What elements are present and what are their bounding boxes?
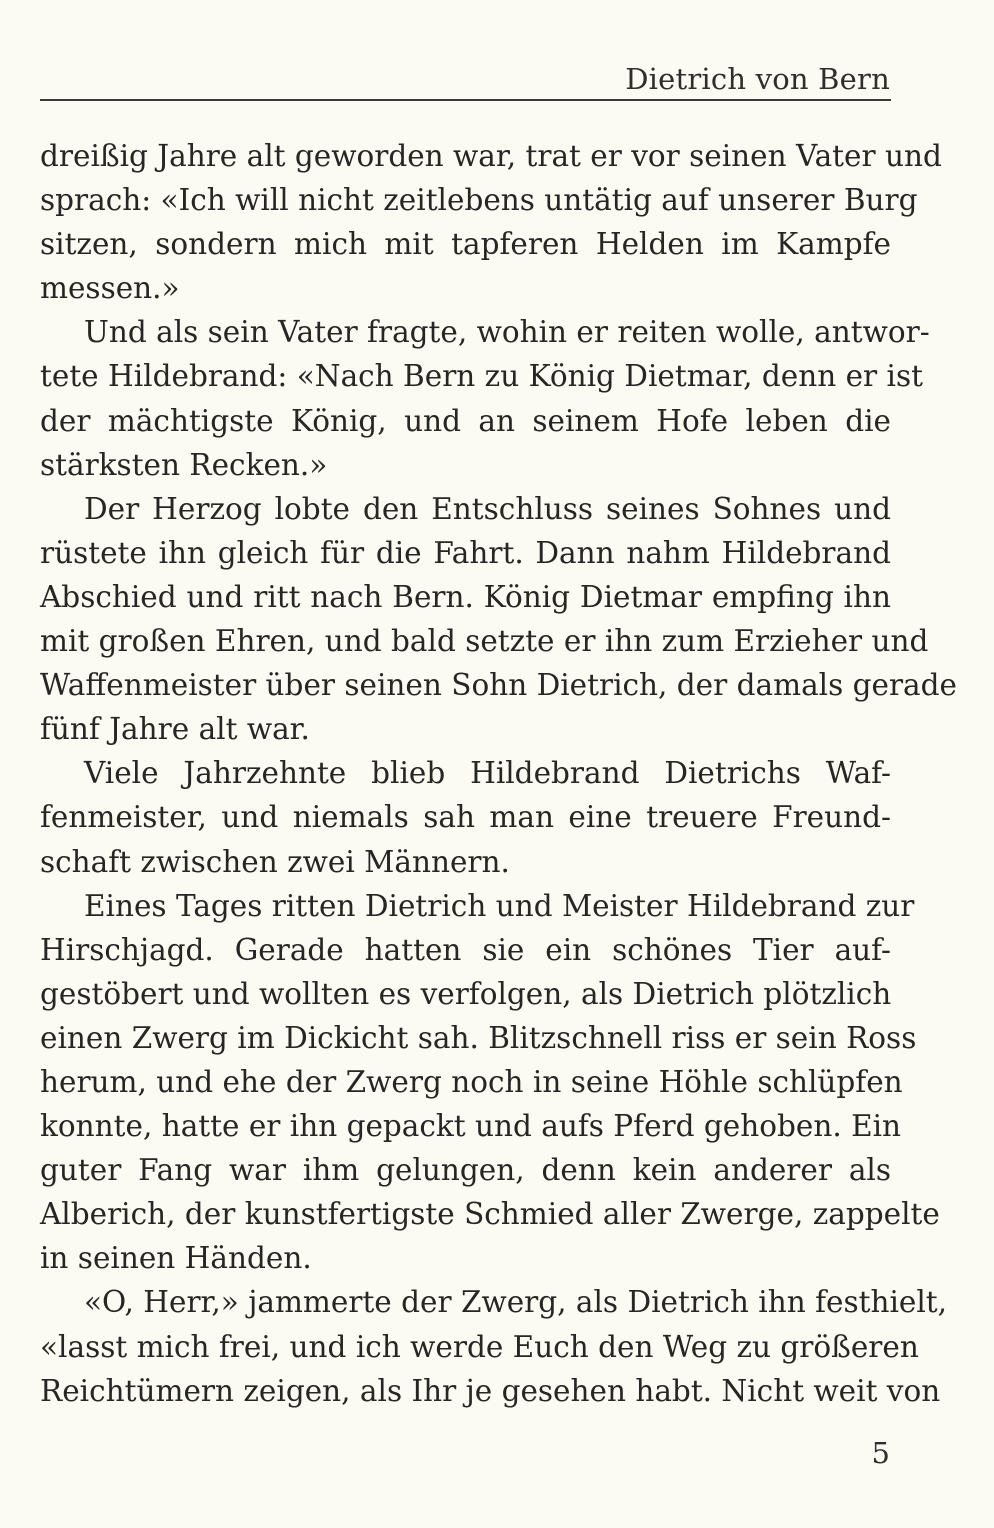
text-line: «O, Herr,» jammerte der Zwerg, als Dietrich ihn festhielt, [84, 1285, 948, 1320]
text-line: Waffenmeister über seinen Sohn Dietrich, der damals gerade [40, 668, 957, 703]
text-line: dreißig Jahre alt geworden war, trat er vor seinen Vater und [40, 139, 942, 173]
text-line: Alberich, der kunstfertigste Schmied aller Zwerge, zappelte [40, 1197, 940, 1232]
text-line: Reichtümern zeigen, als Ihr je gesehen habt. Nicht weit von [40, 1373, 941, 1408]
text-line: Viele Jahrzehnte blieb Hildebrand Dietrichs Waf- [84, 756, 891, 791]
paragraph [40, 751, 891, 883]
text-line: einen Zwerg im Dickicht sah. Blitzschnell riss er sein Ross [40, 1020, 917, 1055]
text-line: Eines Tages ritten Dietrich und Meister Hildebrand zur [84, 888, 915, 923]
running-header-title: Dietrich von Bern [625, 62, 890, 96]
paragraph [40, 134, 942, 310]
text-line: Hirschjagd. Gerade hatten sie ein schönes Tier auf- [40, 932, 891, 967]
text-line: fenmeister, und niemals sah man eine treuere Freund- [40, 800, 891, 835]
text-line: mit großen Ehren, und bald setzte er ihn zum Erzieher und [40, 624, 929, 659]
text-line: Der Herzog lobte den Entschluss seines Sohnes und [84, 491, 891, 526]
paragraph [40, 487, 957, 752]
text-line: «lasst mich frei, und ich werde Euch den Weg zu größeren [40, 1329, 919, 1364]
paragraph [40, 884, 940, 1281]
text-line: sitzen, sondern mich mit tapferen Helden im Kampfe [40, 227, 891, 262]
text-line: konnte, hatte er ihn gepackt und aufs Pferd gehoben. Ein [40, 1109, 902, 1144]
text-line: guter Fang war ihm gelungen, denn kein anderer als [40, 1153, 891, 1188]
page-number: 5 [871, 1436, 890, 1470]
text-line: tete Hildebrand: «Nach Bern zu König Dietmar, denn er ist [40, 359, 923, 394]
text-line: Abschied und ritt nach Bern. König Dietmar empfing ihn [40, 579, 891, 614]
header-rule [40, 99, 891, 101]
text-line: sprach: «Ich will nicht zeitlebens untätig auf unserer Burg [40, 183, 918, 218]
text-line: in seinen Händen. [40, 1241, 312, 1276]
body-text [40, 134, 957, 1413]
paragraph [40, 310, 930, 486]
text-line: Und als sein Vater fragte, wohin er reiten wolle, antwor- [84, 315, 930, 350]
text-line: schaft zwischen zwei Männern. [40, 844, 510, 879]
text-line: messen.» [40, 271, 180, 306]
paragraph [40, 1280, 948, 1412]
text-line: rüstete ihn gleich für die Fahrt. Dann nahm Hildebrand [40, 535, 891, 570]
text-line: stärksten Recken.» [40, 447, 328, 482]
text-line: fünf Jahre alt war. [40, 712, 310, 747]
text-line: gestöbert und wollten es verfolgen, als Dietrich plötzlich [40, 976, 892, 1011]
text-line: herum, und ehe der Zwerg noch in seine Höhle schlüpfen [40, 1064, 903, 1099]
text-line: der mächtigste König, und an seinem Hofe leben die [40, 403, 891, 438]
